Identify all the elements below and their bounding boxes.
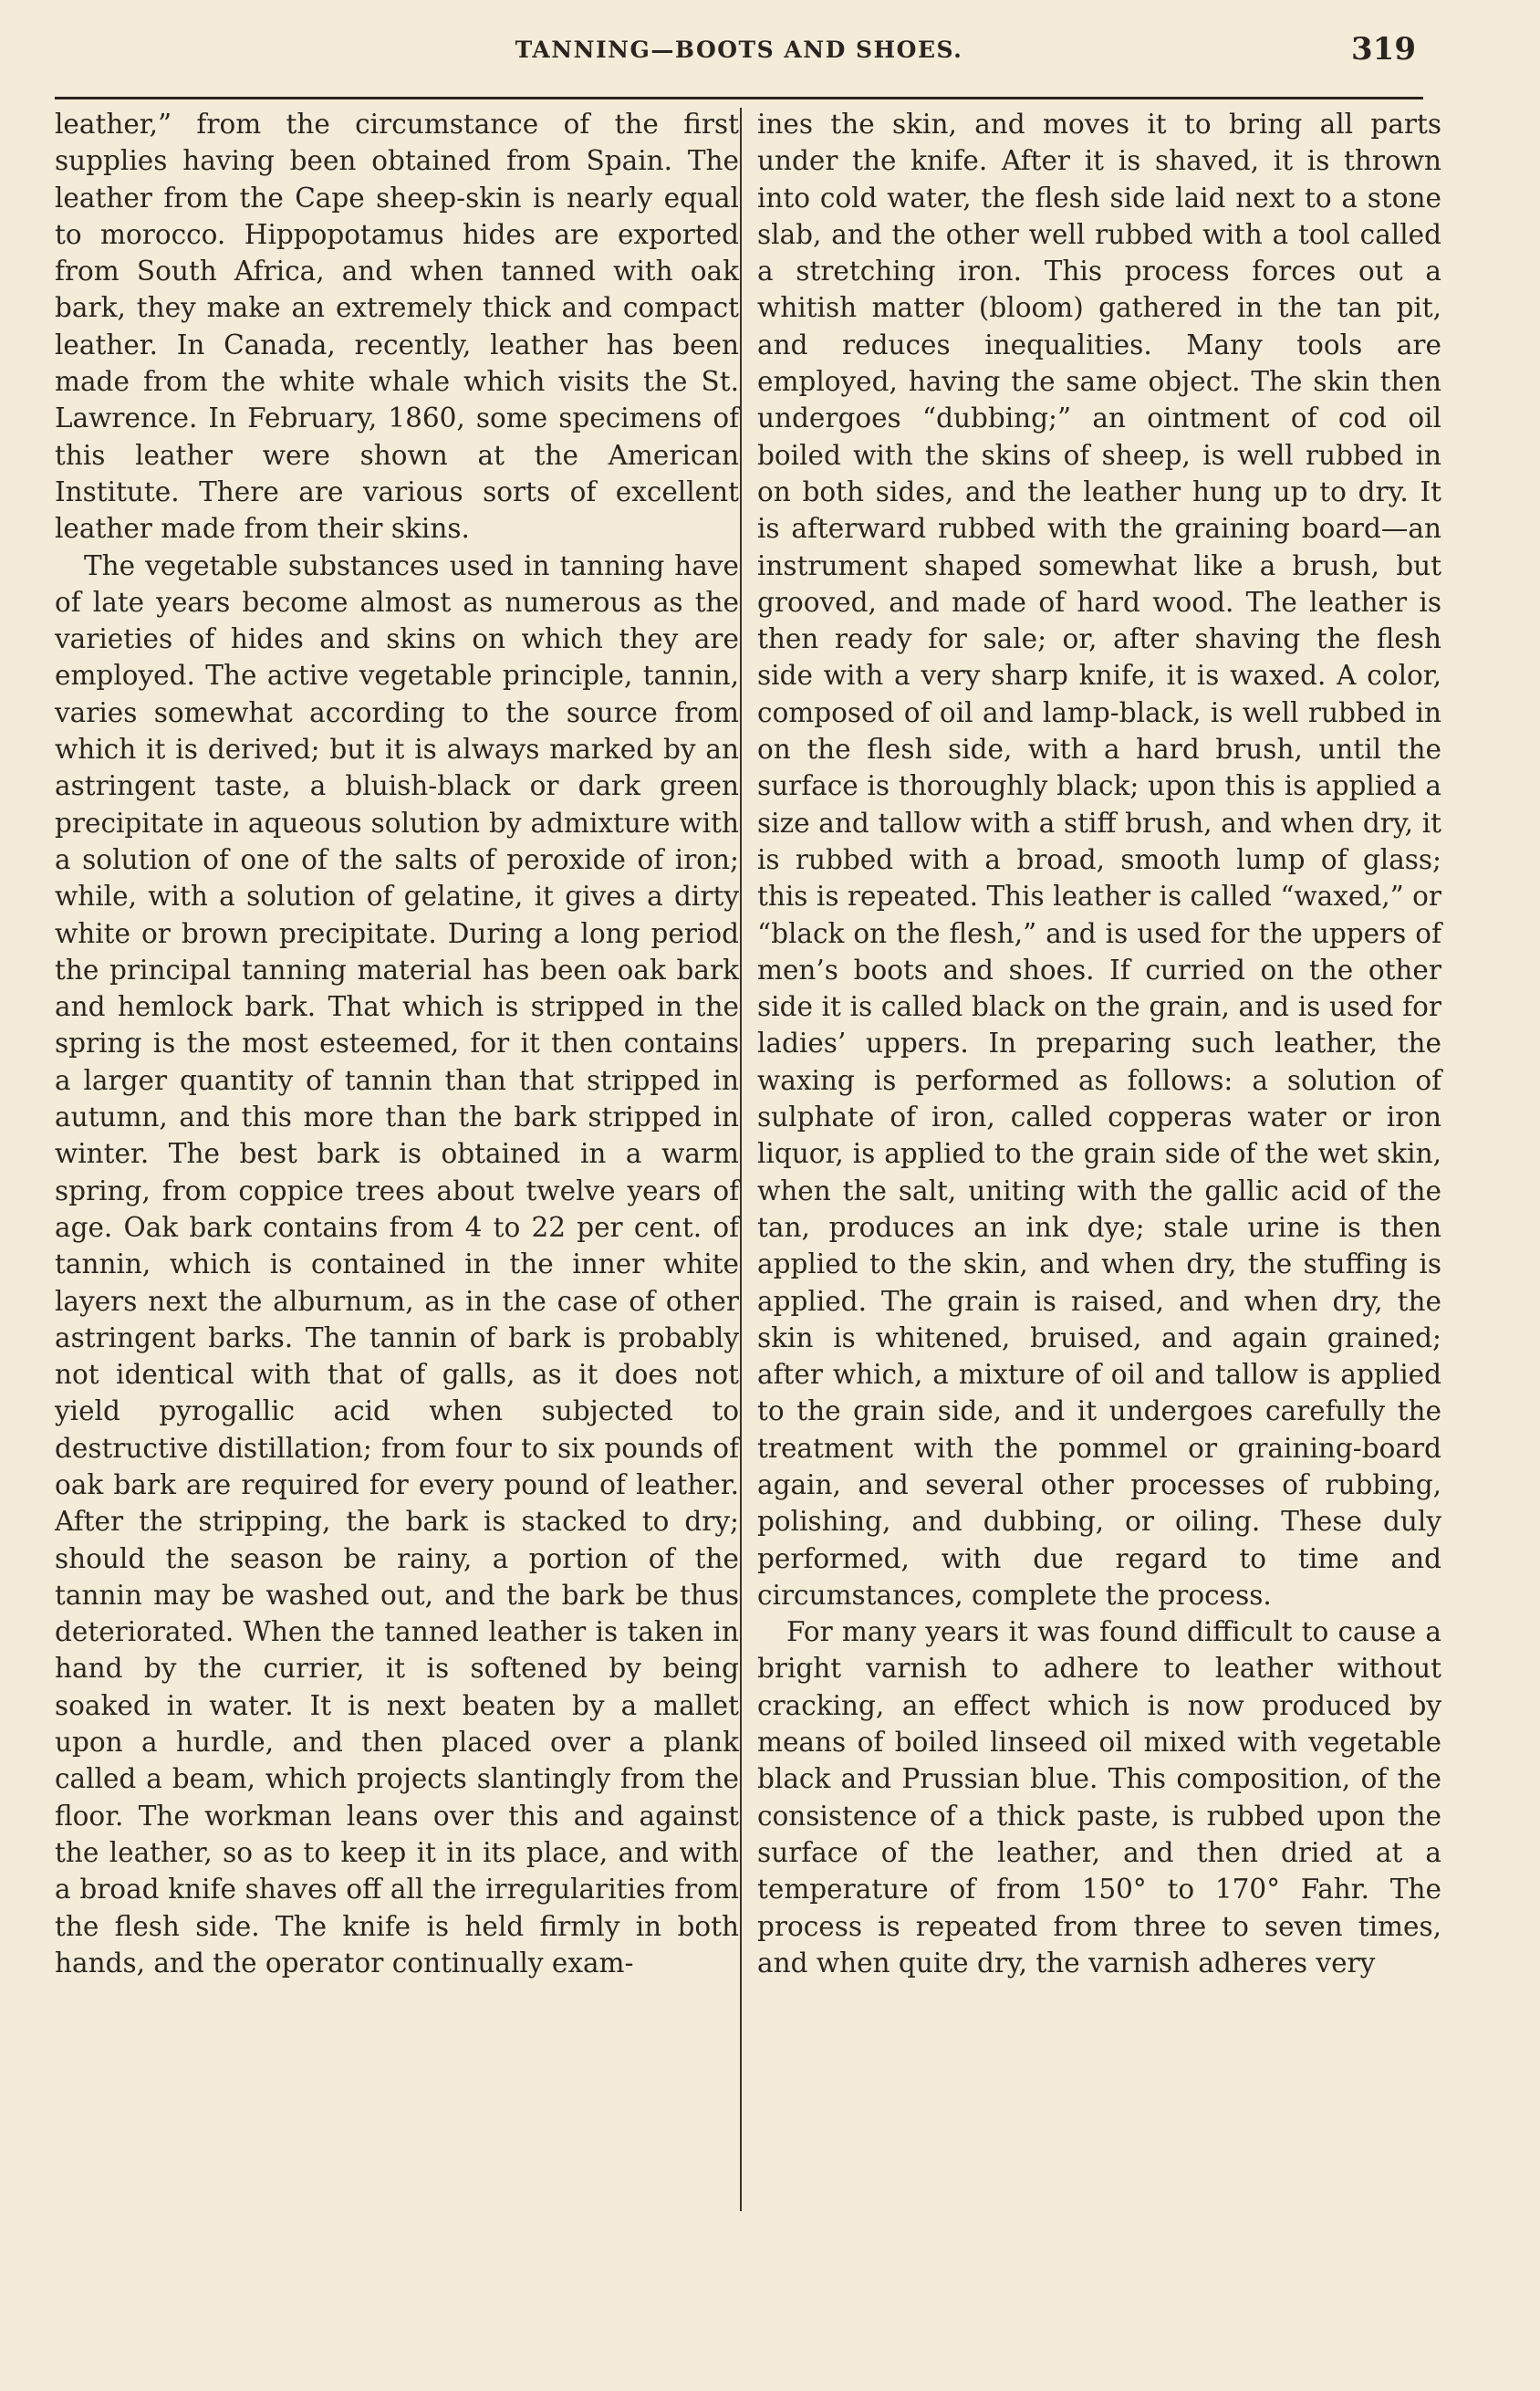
- left-column: [55, 106, 739, 1981]
- left-paragraph-1: leather,” from the circumstance of the first supplies having been obtained from Spain. The leather from the Cape sheep-skin is nearly equal to morocco. Hippopotamus hides are exported from South Africa, and when tanned with oak bark, they make an extremely thick and compact leather. In Canada, recently, leather has been made from the white whale which visits the St. Lawrence. In February, 1860, some specimens of this leather were shown at the American Institute. There are various sorts of excellent leather made from their skins.: [55, 109, 739, 545]
- page-number: 319: [1351, 31, 1416, 68]
- right-paragraph-1: ines the skin, and moves it to bring all parts under the knife. After it is shaved, it is thrown into cold water, the flesh side laid next to a stone slab, and the other well rubbed with a tool called a stretching iron. This process forces out a whitish matter (bloom) gathered in the tan pit, and reduces inequalities. Many tools are employed, having the same object. The skin then undergoes “dubbing;” an ointment of cod oil boiled with the skins of sheep, is well rubbed in on both sides, and the leather hung up to dry. It is afterward rubbed with the graining board—an instrument shaped somewhat like a brush, but grooved, and made of hard wood. The leather is then ready for sale; or, after shaving the flesh side with a very sharp knife, it is waxed. A color, composed of oil and lamp-black, is well rubbed in on the flesh side, with a hard brush, until the surface is thoroughly black; upon this is applied a size and tallow with a stiff brush, and when dry, it is rubbed with a broad, smooth lump of glass; this is repeated. This leather is called “waxed,” or “black on the flesh,” and is used for the uppers of men’s boots and shoes. If curried on the other side it is called black on the grain, and is used for ladies’ uppers. In preparing such leather, the waxing is performed as follows: a solution of sulphate of iron, called copperas water or iron liquor, is applied to the grain side of the wet skin, when the salt, uniting with the gallic acid of the tan, produces an ink dye; stale urine is then applied to the skin, and when dry, the stuffing is applied. The grain is raised, and when dry, the skin is whitened, bruised, and again grained; after which, a mixture of oil and tallow is applied to the grain side, and it undergoes carefully the treatment with the pommel or graining-board again, and several other processes of rubbing, polishing, and dubbing, or oiling. These duly performed, with due regard to time and circumstances, complete the process.: [757, 109, 1441, 1611]
- page-header: [55, 27, 1423, 75]
- right-paragraph-2: For many years it was found difficult to cause a bright varnish to adhere to leather without cracking, an effect which is now produced by means of boiled linseed oil mixed with vegetable black and Prussian blue. This composition, of the consistence of a thick paste, is rubbed upon the surface of the leather, and then dried at a temperature of from 150° to 170° Fahr. The process is repeated from three to seven times, and when quite dry, the varnish adheres very: [757, 1616, 1441, 1979]
- header-rule: [55, 97, 1423, 99]
- column-divider: [740, 108, 742, 2211]
- left-paragraph-2: The vegetable substances used in tanning have of late years become almost as numerous as the varieties of hides and skins on which they are employed. The active vegetable principle, tannin, varies somewhat according to the source from which it is derived; but it is always marked by an astringent taste, a bluish-black or dark green precipitate in aqueous solution by admixture with a solution of one of the salts of peroxide of iron; while, with a solution of gelatine, it gives a dirty white or brown precipitate. During a long period the principal tanning material has been oak bark and hemlock bark. That which is stripped in the spring is the most esteemed, for it then contains a larger quantity of tannin than that stripped in autumn, and this more than the bark stripped in winter. The best bark is obtained in a warm spring, from coppice trees about twelve years of age. Oak bark contains from 4 to 22 per cent. of tannin, which is contained in the inner white layers next the alburnum, as in the case of other astringent barks. The tannin of bark is probably not identical with that of galls, as it does not yield pyrogallic acid when subjected to destructive distillation; from four to six pounds of oak bark are required for every pound of leather. After the stripping, the bark is stacked to dry; should the season be rainy, a portion of the tannin may be washed out, and the bark be thus deteriorated. When the tanned leather is taken in hand by the currier, it is softened by being soaked in water. It is next beaten by a mallet upon a hurdle, and then placed over a plank called a beam, which projects slantingly from the floor. The workman leans over this and against the leather, so as to keep it in its place, and with a broad knife shaves off all the irregularities from the flesh side. The knife is held firmly in both hands, and the operator continually exam-: [55, 549, 739, 1979]
- running-head: TANNING—BOOTS AND SHOES.: [515, 37, 963, 63]
- right-column: [757, 106, 1441, 1981]
